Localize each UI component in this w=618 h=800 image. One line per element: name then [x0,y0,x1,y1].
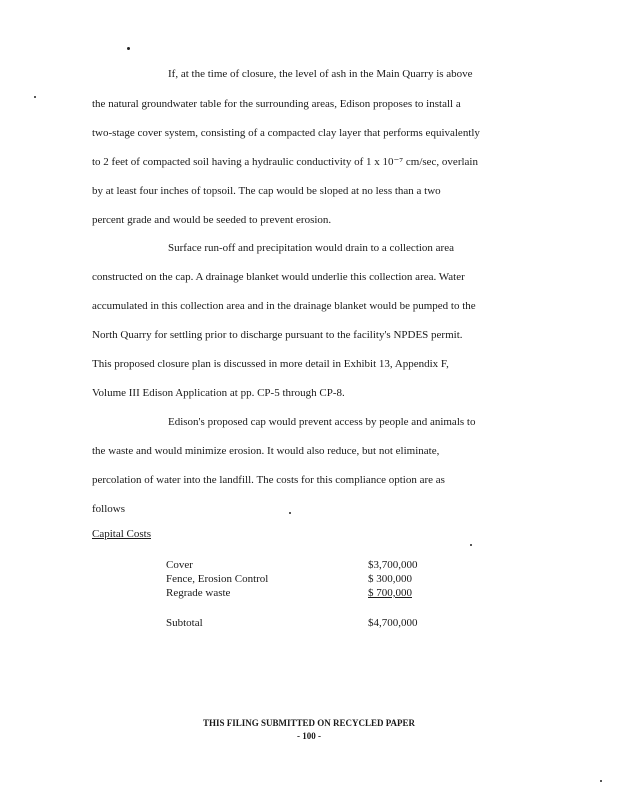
paragraph-2-line: This proposed closure plan is discussed in more detail in Exhibit 13, Appendix F, [92,358,449,370]
cost-item-label: Regrade waste [166,587,231,599]
paragraph-1-line: If, at the time of closure, the level of ash in the Main Quarry is above [168,68,473,80]
cost-item-label: Fence, Erosion Control [166,573,269,585]
scan-speck [289,512,291,514]
subtotal-label: Subtotal [166,617,203,629]
cost-item-value: $ 300,000 [368,573,412,585]
cost-item-label: Cover [166,559,193,571]
paragraph-2-line: Surface run-off and precipitation would drain to a collection area [168,242,454,254]
scan-speck [34,96,36,98]
paragraph-2-line: Volume III Edison Application at pp. CP-5 through CP-8. [92,387,345,399]
cost-item-value: $3,700,000 [368,559,418,571]
scan-speck [127,47,130,50]
capital-costs-heading: Capital Costs [92,528,151,540]
paragraph-1-line: the natural groundwater table for the surrounding areas, Edison proposes to install a [92,98,461,110]
scan-speck [470,544,472,546]
subtotal-value: $4,700,000 [368,617,418,629]
paragraph-3-line: percolation of water into the landfill. The costs for this compliance option are as [92,474,445,486]
recycled-paper-notice: THIS FILING SUBMITTED ON RECYCLED PAPER [202,718,416,728]
paragraph-1-line: to 2 feet of compacted soil having a hydraulic conductivity of 1 x 10⁻⁷ cm/sec, overlain [92,156,478,168]
page-number: - 100 - [297,731,321,741]
scan-speck [600,780,602,782]
cost-item-value: $ 700,000 [368,587,412,599]
paragraph-1-line: percent grade and would be seeded to prevent erosion. [92,214,332,226]
paragraph-2-line: constructed on the cap. A drainage blanket would underlie this collection area. Water [92,271,465,283]
paragraph-1-line: by at least four inches of topsoil. The cap would be sloped at no less than a two [92,185,441,197]
paragraph-3-line: the waste and would minimize erosion. It would also reduce, but not eliminate, [92,445,440,457]
paragraph-1-line: two-stage cover system, consisting of a compacted clay layer that performs equivalently [92,127,480,139]
paragraph-3-line: follows [92,503,125,515]
paragraph-2-line: North Quarry for settling prior to discharge pursuant to the facility's NPDES permit. [92,329,463,341]
paragraph-3-line: Edison's proposed cap would prevent access by people and animals to [168,416,476,428]
paragraph-2-line: accumulated in this collection area and in the drainage blanket would be pumped to the [92,300,476,312]
